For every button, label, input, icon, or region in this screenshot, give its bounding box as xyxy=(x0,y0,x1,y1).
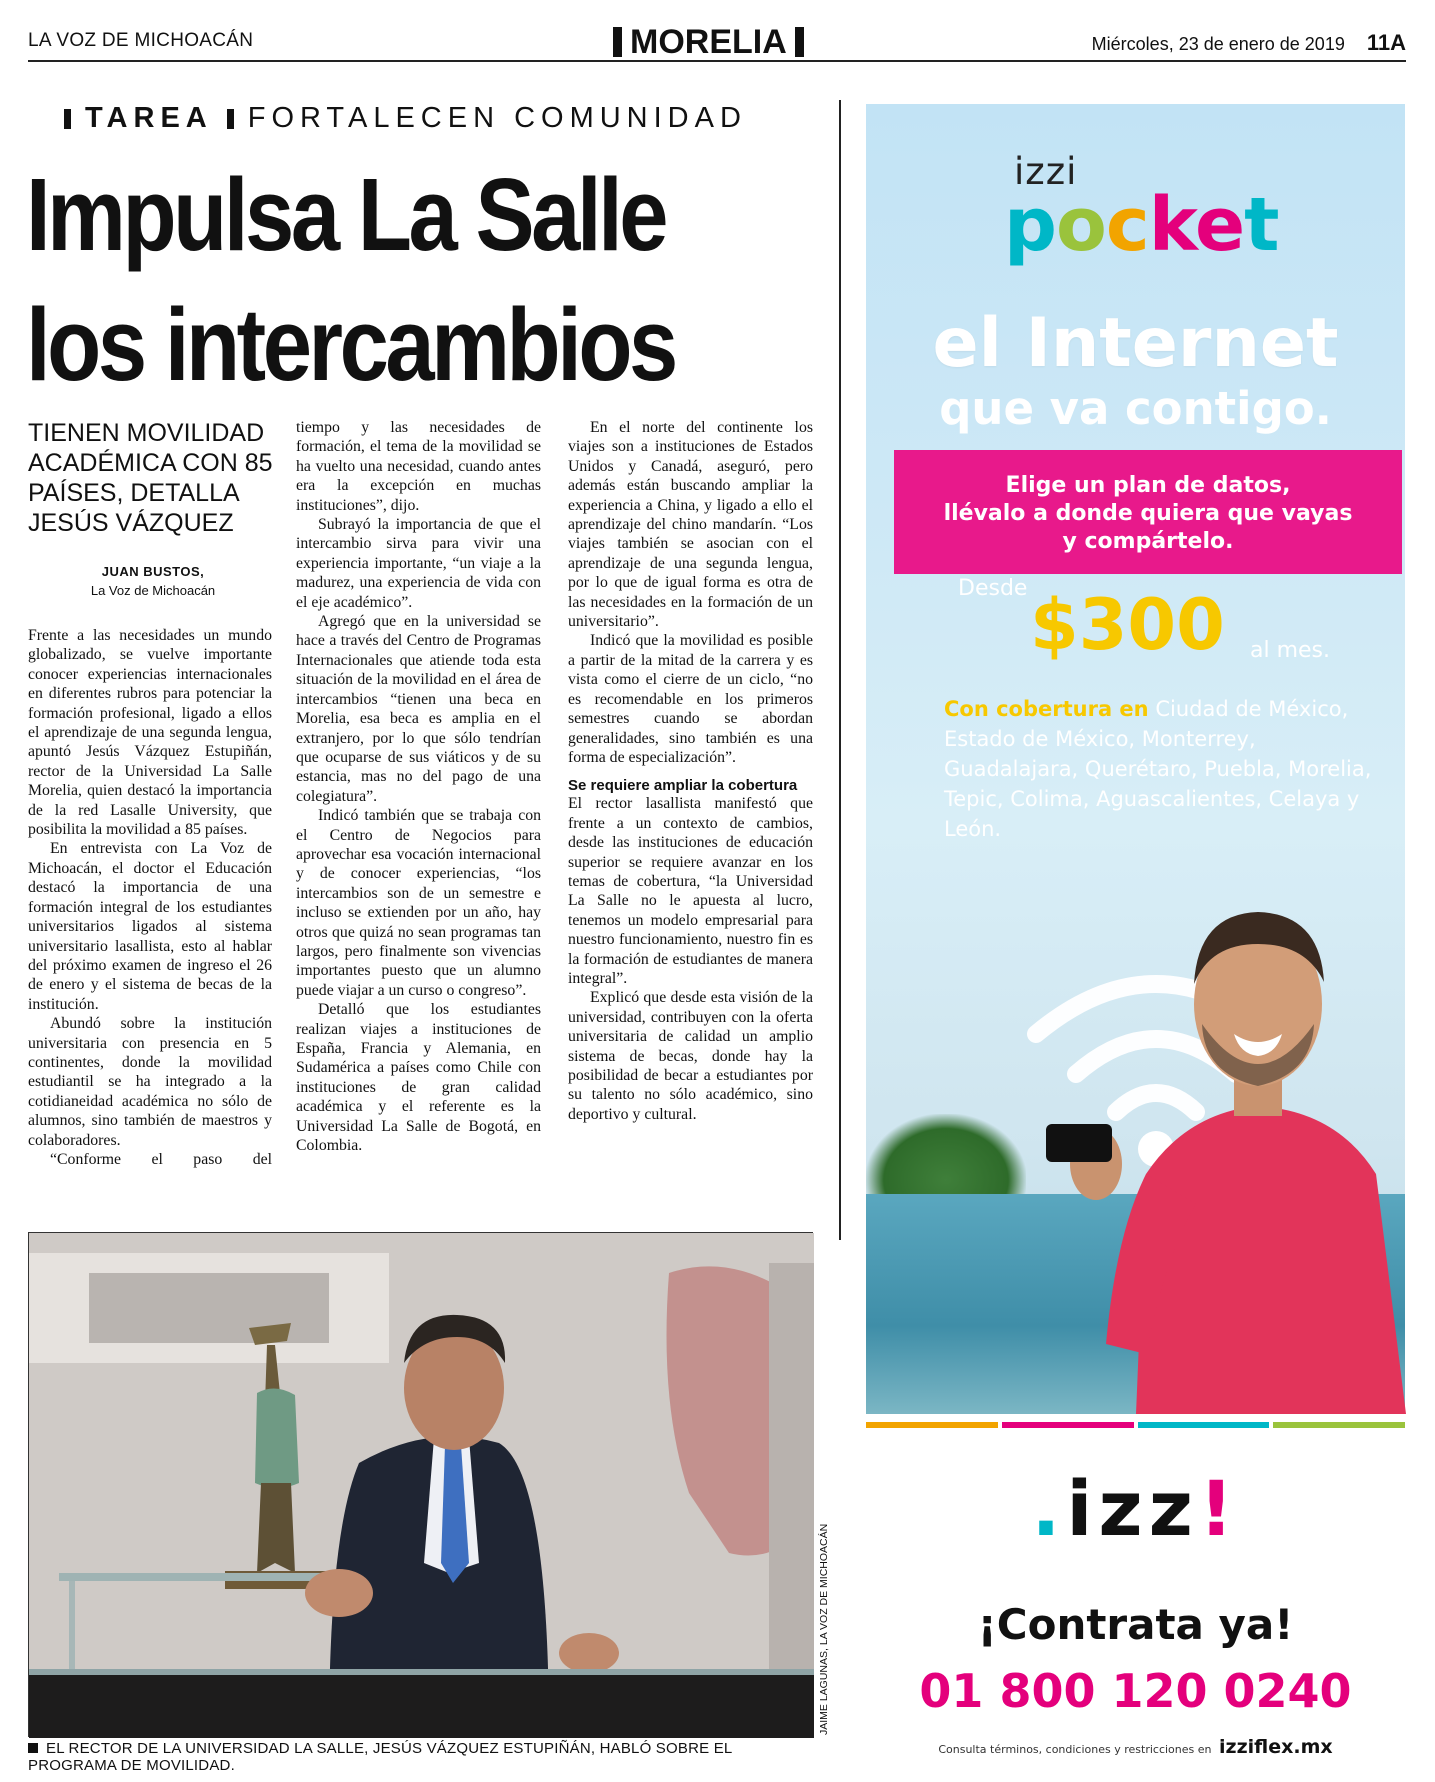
paragraph: Agregó que en la universidad se hace a través del Centro de Programas Internacionales que atiende toda esta situación de la movilidad en el área de intercambios “tienen una beca en Morelia, esa beca es amplia en el extranjero, por lo que sólo tendrían que ocuparse de sus viáticos y de su estancia, mas no del pago de una colegiatura”. xyxy=(296,613,541,805)
stripe xyxy=(1273,1422,1405,1428)
byline-name: JUAN BUSTOS, xyxy=(101,564,205,579)
paragraph: Indicó también que se trabaja con el Centro de Negocios para aprovechar esa vocación internacional y de conocer experiencias, “los intercambios son de un semestre e incluso se extienden por un año, hay otros que quizá no sean programas tan largos, pero finalmente son vivencias importantes puesto que un alumno puede viajar a un curso o congreso”. xyxy=(296,807,541,999)
paragraph: En entrevista con La Voz de Michoacán, el doctor el Educación destacó la importancia de una formación integral de los estudiantes universitarios ligados al sistema universitario lasallista, esto al hablar del próximo examen de ingreso el 26 de enero y el sistema de becas de la institución. xyxy=(28,840,272,1013)
article-photo xyxy=(28,1232,813,1737)
ad-phone-number[interactable]: 01 800 120 0240 xyxy=(919,1664,1352,1718)
coverage-label: Con cobertura en xyxy=(944,697,1149,721)
model-illustration xyxy=(1106,874,1406,1414)
coverage-text xyxy=(944,694,1384,844)
logo-text: izz xyxy=(1066,1464,1199,1553)
column-divider xyxy=(839,100,841,1240)
ad-website-link[interactable]: izziflex.mx xyxy=(1219,1736,1333,1758)
page-number: 11A xyxy=(1366,30,1406,55)
subhead: Se requiere ampliar la cobertura xyxy=(568,777,798,795)
photo-illustration xyxy=(29,1233,814,1738)
caption-text: EL RECTOR DE LA UNIVERSIDAD LA SALLE, JESÚS VÁZQUEZ ESTUPIÑÁN, HABLÓ SOBRE EL PROGRAMA DE MOVILIDAD. xyxy=(28,1740,732,1774)
coverage-cities: Ciudad de México, Estado de México, Monterrey, Guadalajara, Querétaro, Puebla, Morelia, Tepic, Colima, Aguascalientes, Celaya y León. xyxy=(944,697,1372,841)
price-suffix: al mes. xyxy=(1250,638,1331,663)
logo-exclamation: ! xyxy=(1198,1464,1240,1553)
price-prefix: Desde xyxy=(958,576,1028,601)
ad-logo xyxy=(866,1464,1405,1553)
ad-hero xyxy=(866,104,1405,1414)
masthead-meta xyxy=(1092,30,1406,56)
stripe xyxy=(866,1422,998,1428)
section-bar-left xyxy=(613,27,622,57)
band-line: Elige un plan de datos, xyxy=(1005,473,1291,498)
paragraph: Explicó que desde esta visión de la universidad, contribuyen con la oferta universitaria de calidad un amplio sistema de becas, donde hay la posibilidad de becar a estudiantes por su talento no sólo académico, sino deportivo y cultural. xyxy=(568,989,813,1123)
article-column-3 xyxy=(568,418,813,1124)
ad-terms xyxy=(866,1736,1405,1758)
paragraph: tiempo y las necesidades de formación, el tema de la movilidad se ha vuelto una necesidad, cuando antes era la excepción en muchas instituciones”, dijo. xyxy=(296,419,541,514)
ad-offer-band xyxy=(894,450,1402,574)
section-label: MORELIA xyxy=(630,23,787,61)
headline xyxy=(26,150,714,410)
paragraph: El rector lasallista manifestó que frente a un contexto de cambios, desde las instituciones de educación superior se requiere avanzar en los temas de cobertura, “la Universidad La Salle no le apuesta al lucro, tenemos un modelo empresarial para nuestro funcionamiento, nuestro fin es la formación de estudiantes de manera integral”. xyxy=(568,795,813,987)
deck: TIENEN MOVILIDAD ACADÉMICA CON 85 PAÍSES, DETALLA JESÚS VÁZQUEZ xyxy=(28,419,273,537)
logo-dot: . xyxy=(1031,1464,1067,1553)
section-title xyxy=(613,24,804,60)
product-letter: k xyxy=(1148,182,1195,268)
product-letter: c xyxy=(1105,182,1149,268)
article-column-2 xyxy=(296,418,541,1155)
section-bar-right xyxy=(795,27,804,57)
kicker-text: FORTALECEN COMUNIDAD xyxy=(247,102,747,134)
kicker-mark xyxy=(64,109,71,129)
stripe xyxy=(1002,1422,1134,1428)
stripe xyxy=(1138,1422,1270,1428)
ad-brand-small: izzi xyxy=(1014,150,1078,193)
band-line: llévalo a donde quiera que vayas xyxy=(943,501,1353,526)
price: $300 xyxy=(1030,584,1225,666)
byline xyxy=(28,564,278,598)
band-line: y compártelo. xyxy=(1062,529,1234,554)
ad-product-name xyxy=(1004,182,1279,268)
masthead xyxy=(28,24,1406,62)
paragraph: Indicó que la movilidad es posible a partir de la mitad de la carrera y es vista como el cierre de un ciclo, “no es recomendable en los primeros semestres cuando se abordan generalidades, sino también es una forma de especialización”. xyxy=(568,632,813,766)
paragraph: En el norte del continente los viajes son a instituciones de Estados Unidos y Canadá, aseguró, pero además están buscando ampliar la experiencia a China, y ligado a ello el aprendizaje del chino mandarín. “Los viajes también se asocian con el aprendizaje de una segunda lengua, por lo que de igual forma es otra de las necesidades en la formación de un universitario”. xyxy=(568,419,813,631)
ad-cta[interactable]: ¡Contrata ya! xyxy=(977,1600,1294,1649)
photo-caption xyxy=(28,1740,818,1774)
byline-org: La Voz de Michoacán xyxy=(90,583,216,598)
advertisement[interactable] xyxy=(866,104,1405,1758)
product-letter: p xyxy=(1004,182,1056,268)
paragraph: Frente a las necesidades un mundo globalizado, se vuelve importante conocer experiencias internacionales en diferentes rubros para potenciar la formación profesional, ligado a ellos el aprendizaje de una segunda lengua, apuntó Jesús Vázquez Estupiñán, rector de la Universidad La Salle Morelia, quien destacó la importancia de la red Lasalle University, que posibilita la movilidad a 85 países. xyxy=(28,627,272,839)
ad-color-stripes xyxy=(866,1422,1405,1428)
photo-credit-text: JAIME LAGUNAS, LA VOZ DE MICHOACÁN xyxy=(818,1523,830,1735)
paper-name: LA VOZ DE MICHOACÁN xyxy=(28,30,254,51)
headline-line-1: Impulsa La Salle xyxy=(26,157,666,272)
kicker xyxy=(64,102,747,135)
paragraph: “Conforme el paso del xyxy=(50,1150,272,1168)
paragraph: Detalló que los estudiantes realizan viajes a instituciones de España, Francia y Alemania, en Sudamérica a países como Chile con instituciones de gran calidad académica y el referente es la Universidad La Salle de Bogotá, en Colombia. xyxy=(296,1001,541,1155)
product-letter: o xyxy=(1055,182,1106,268)
kicker-mark xyxy=(227,109,234,129)
headline-line-2: los intercambios xyxy=(26,287,675,402)
ad-subheadline: que va contigo. xyxy=(939,382,1332,435)
product-letter: e xyxy=(1194,182,1245,268)
kicker-label: TAREA xyxy=(85,102,213,134)
caption-mark xyxy=(28,1743,38,1753)
paragraph: Abundó sobre la institución universitaria con presencia en 5 continentes, donde la movilidad estudiantil se ha integrado a la cotidianeidad académica no sólo de alumnos, sino también de maestros y colaboradores. xyxy=(28,1015,272,1149)
issue-date: Miércoles, 23 de enero de 2019 xyxy=(1091,34,1345,54)
terms-text: Consulta términos, condiciones y restricciones en xyxy=(938,1743,1212,1756)
article-column-1 xyxy=(28,626,272,1169)
ad-headline: el Internet xyxy=(932,304,1339,383)
product-letter: t xyxy=(1244,182,1279,268)
photo-credit xyxy=(816,1520,832,1735)
paragraph: Subrayó la importancia de que el intercambio sirva para vivir una experiencia importante, “un viaje a la madurez, una experiencia de vida con el eje académico”. xyxy=(296,516,541,611)
